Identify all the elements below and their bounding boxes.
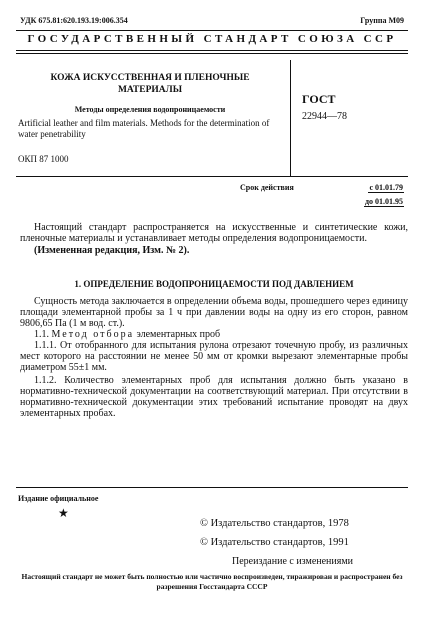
method-essence-paragraph: Сущность метода заключается в определении объема воды, прошедшего через единицу площади элементарной пробы за 1 ч при давлении воды на одну из его сторон, равном 9806,65 Па (1 м вод. ст.). — [20, 296, 408, 329]
clause-1-1-1: 1.1.1. От отобранного для испытания рулона отрезают точечную пробу, из различных мест которого на расстоянии не менее 50 мм от кромки вырезают элементарные пробы диаметром 55±1 мм. — [20, 340, 408, 373]
reprint-note: Переиздание с изменениями — [232, 556, 354, 567]
state-standard-heading: ГОСУДАРСТВЕННЫЙ СТАНДАРТ СОЮЗА ССР — [27, 33, 397, 45]
official-edition-label: Издание официальное — [18, 494, 99, 503]
title-bottom-rule — [16, 176, 408, 177]
document-title: КОЖА ИСКУССТВЕННАЯ И ПЛЕНОЧНЫЕ МАТЕРИАЛЫ — [50, 73, 250, 95]
title-divider — [290, 60, 291, 176]
gost-label: ГОСТ — [302, 92, 336, 106]
validity-to: до 01.01.95 — [364, 197, 403, 206]
validity-label: Срок действия — [240, 183, 294, 192]
clause-1-1-2: 1.1.2. Количество элементарных проб для испытания должно быть указано в нормативно-технической документации на соответствующий материал. При отсутствии в нормативно-технической документации этих требований испытание проводят на двух элементарных пробах. — [20, 375, 408, 419]
amendment-note: (Измененная редакция, Изм. № 2). — [34, 245, 190, 256]
copyright-1978: © Издательство стандартов, 1978 — [200, 518, 349, 529]
sampling-method-paragraph — [20, 329, 408, 340]
okp-code: ОКП 87 1000 — [18, 154, 69, 164]
copyright-1991: © Издательство стандартов, 1991 — [200, 537, 349, 548]
validity-from: с 01.01.79 — [369, 183, 403, 192]
section-1-body — [20, 296, 408, 419]
validity-period — [240, 183, 404, 207]
document-subtitle: Методы определения водопроницаемости — [74, 105, 226, 114]
sampling-method-rest: элементарных проб — [136, 329, 221, 340]
reproduction-notice: Настоящий стандарт не может быть полностью или частично воспроизведен, тиражирован и распространен без разрешения Госстандарта СССР — [21, 572, 403, 591]
group-code: Группа М09 — [360, 16, 404, 25]
heading-rule-1 — [16, 50, 408, 51]
gost-number: 22944—78 — [302, 111, 347, 122]
section-1-heading: 1. ОПРЕДЕЛЕНИЕ ВОДОПРОНИЦАЕМОСТИ ПОД ДАВЛЕНИЕМ — [74, 279, 354, 289]
clause-number: 1.1. — [34, 329, 49, 340]
intro-paragraph: Настоящий стандарт распространяется на искусственные и синтетические кожи, пленочные материалы и устанавливает методы определения водопроницаемости. — [20, 222, 408, 244]
star-icon: ★ — [58, 506, 69, 520]
sampling-method-spaced: Метод отбора — [51, 329, 135, 340]
intro-section — [20, 222, 408, 256]
english-title: Artificial leather and film materials. Methods for the determination of water penetrability — [18, 118, 270, 139]
top-rule — [16, 30, 408, 31]
footer-rule — [16, 487, 408, 488]
heading-rule-2 — [16, 53, 408, 54]
udk-code: УДК 675.81:620.193.19:006.354 — [20, 16, 128, 25]
